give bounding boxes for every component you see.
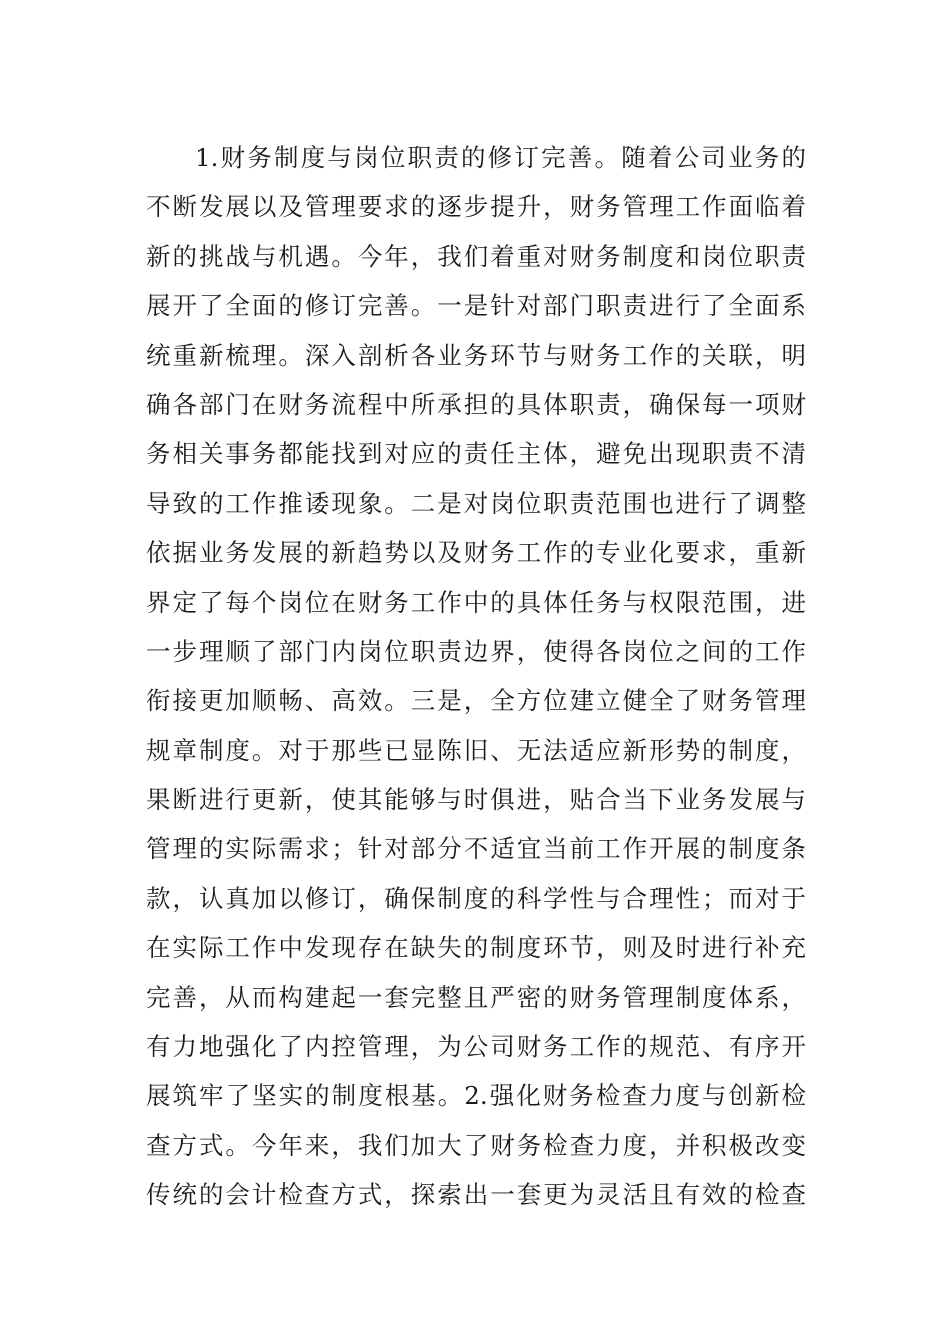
text-line: 导致的工作推诿现象。二是对岗位职责范围也进行了调整	[146, 488, 806, 518]
text-line: 管理的实际需求；针对部分不适宜当前工作开展的制度条	[146, 834, 806, 864]
text-line: 1.财务制度与岗位职责的修订完善。随着公司业务的	[195, 143, 806, 172]
text-line: 确各部门在财务流程中所承担的具体职责，确保每一项财	[146, 389, 806, 419]
text-line: 规章制度。对于那些已显陈旧、无法适应新形势的制度，	[146, 735, 806, 765]
text-line: 款，认真加以修订，确保制度的科学性与合理性；而对于	[146, 883, 806, 913]
text-line: 传统的会计检查方式，探索出一套更为灵活且有效的检查	[146, 1180, 806, 1210]
text-line: 果断进行更新，使其能够与时俱进，贴合当下业务发展与	[146, 785, 806, 815]
text-line: 统重新梳理。深入剖析各业务环节与财务工作的关联，明	[146, 340, 806, 370]
body-paragraph	[146, 133, 806, 1220]
text-line: 务相关事务都能找到对应的责任主体，避免出现职责不清	[146, 439, 806, 469]
text-line: 查方式。今年来，我们加大了财务检查力度，并积极改变	[146, 1130, 806, 1160]
text-line: 不断发展以及管理要求的逐步提升，财务管理工作面临着	[146, 192, 806, 222]
text-line: 依据业务发展的新趋势以及财务工作的专业化要求，重新	[146, 538, 806, 568]
text-line: 一步理顺了部门内岗位职责边界，使得各岗位之间的工作	[146, 636, 806, 666]
text-line: 新的挑战与机遇。今年，我们着重对财务制度和岗位职责	[146, 241, 806, 271]
text-line: 展开了全面的修订完善。一是针对部门职责进行了全面系	[146, 291, 806, 321]
text-line: 展筑牢了坚实的制度根基。2.强化财务检查力度与创新检	[146, 1081, 806, 1111]
text-line: 完善，从而构建起一套完整且严密的财务管理制度体系，	[146, 982, 806, 1012]
text-line: 在实际工作中发现存在缺失的制度环节，则及时进行补充	[146, 933, 806, 963]
text-line: 有力地强化了内控管理，为公司财务工作的规范、有序开	[146, 1032, 806, 1062]
text-line: 衔接更加顺畅、高效。三是，全方位建立健全了财务管理	[146, 686, 806, 716]
text-line: 界定了每个岗位在财务工作中的具体任务与权限范围，进	[146, 587, 806, 617]
